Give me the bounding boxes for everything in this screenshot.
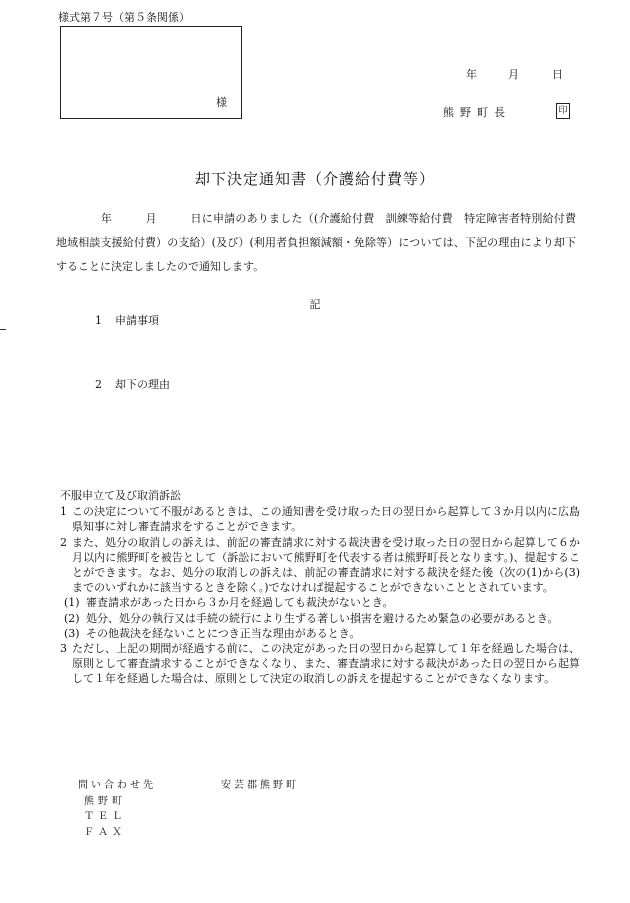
record-heading: 記 — [309, 298, 321, 311]
appeal-subitem — [60, 611, 580, 626]
subitem-number: (1) — [64, 596, 80, 610]
contact-town: 安芸郡熊野町 — [221, 780, 299, 791]
appeal-heading: 不服申立て及び取消訴訟 — [60, 489, 181, 502]
appeal-paragraph — [60, 641, 580, 687]
form-number: 様式第７号（第５条関係） — [58, 11, 190, 24]
contact-fax: ＦＡＸ — [84, 826, 126, 838]
margin-mark — [0, 329, 6, 330]
addressee-suffix: 様 — [216, 96, 227, 109]
record-item-number: 2 — [95, 378, 102, 391]
date-line — [466, 66, 563, 82]
paragraph-number: 1 — [60, 505, 67, 519]
appeal-subitem — [60, 626, 580, 641]
contact-department: 熊野町 — [84, 795, 126, 807]
issuer-name: 熊野町長 — [443, 106, 511, 119]
document-title: 却下決定通知書（介護給付費等） — [194, 170, 435, 188]
date-month: 月 — [508, 68, 519, 81]
contact-tel: ＴＥＬ — [84, 811, 126, 822]
notice-body — [56, 207, 587, 279]
contact-block — [78, 778, 299, 840]
date-day: 日 — [552, 68, 563, 81]
date-year: 年 — [466, 68, 477, 81]
subitem-text: その他裁決を経ないことにつき正当な理由があるとき。 — [86, 626, 361, 640]
record-item-label: 申請事項 — [115, 314, 159, 327]
seal-mark: 印 — [556, 103, 570, 119]
paragraph-text: ただし、上記の期間が経過する前に、この決定があった日の翌日から起算して１年を経過した場合は、原則として審査請求することができなくなり、また、審査請求に対する裁決があった日の翌日から起算して１年を経過した場合は、原則として決定の取消しの訴えを提起することができなくなります。 — [72, 642, 580, 686]
contact-label: 問い合わせ先 — [78, 780, 156, 791]
appeal-section — [60, 488, 580, 687]
record-item-reason — [95, 376, 170, 392]
appeal-paragraph — [60, 535, 580, 596]
record-item-label: 却下の理由 — [115, 378, 170, 391]
appeal-subitem — [60, 595, 580, 610]
record-item-number: 1 — [95, 314, 102, 327]
subitem-number: (2) — [64, 611, 80, 625]
paragraph-text: また、処分の取消しの訴えは、前記の審査請求に対する裁決書を受け取った日の翌日から起算して６か月以内に熊野町を被告として（訴訟において熊野町を代表する者は熊野町長となります。)、提起することができます。なお、処分の取消しの訴えは、前記の審査請求に対する裁決を経た後（次の(1)から(3)までのいずれかに該当するときを除く。)でなければ提起することができないこととされています。 — [72, 535, 580, 595]
record-item-application — [95, 312, 159, 328]
appeal-paragraph — [60, 504, 580, 534]
subitem-number: (3) — [64, 626, 80, 640]
paragraph-number: 2 — [60, 535, 67, 549]
paragraph-text: この決定について不服があるときは、この通知書を受け取った日の翌日から起算して３か月以内に広島県知事に対し審査請求をすることができます。 — [72, 505, 580, 534]
addressee-box — [60, 26, 242, 119]
subitem-text: 審査請求があった日から３か月を経過しても裁決がないとき。 — [86, 596, 394, 610]
paragraph-number: 3 — [60, 642, 67, 656]
notice-intro: 年 月 日に申請のありました（(介護給付費 訓練等給付費 特定障害者特別給付費 地域相談支援給付費）の支給）(及び）(利用者負担額減額・免除等）については、下記の理由により却下することに決定しましたので通知します。 — [56, 212, 587, 273]
subitem-text: 処分、処分の執行又は手続の続行により生ずる著しい損害を避けるため緊急の必要があるとき。 — [86, 611, 559, 625]
